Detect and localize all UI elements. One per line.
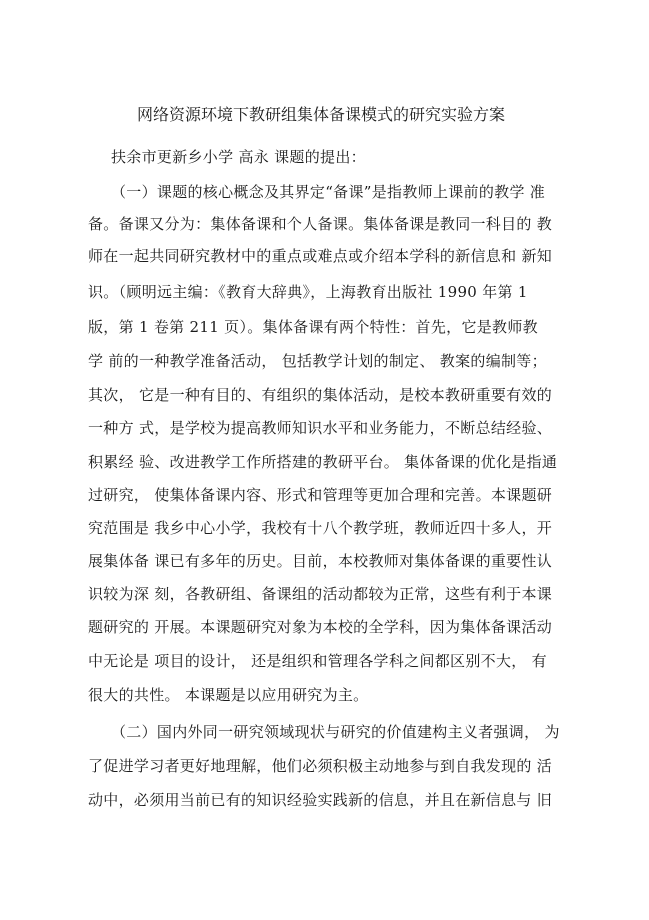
paragraph-line: 备。备课又分为：集体备课和个人备课。集体备课是教同一科目的 教 <box>88 215 553 233</box>
paragraph-line: 过研究， 使集体备课内容、形式和管理等更加合理和完善。本课题研 <box>88 486 553 504</box>
paragraph-line: 积累经 验、改进教学工作所搭建的教研平台。 集体备课的优化是指通 <box>88 453 558 471</box>
paragraph-line: 一种方 式，是学校为提高教师知识水平和业务能力，不断总结经验、 <box>88 419 553 437</box>
paragraph-line: 动中，必须用当前已有的知识经验实践新的信息，并且在新信息与 旧 <box>88 791 553 809</box>
paragraph-line: 展集体备 课已有多年的历史。目前，本校教师对集体备课的重要性认 <box>88 552 553 570</box>
paragraph-line: 识。（顾明远主编：《教育大辞典》，上海教育出版社 1990 年第 1 <box>88 283 528 301</box>
paragraph-line: 究范围是 我乡中心小学，我校有十八个教学班，教师近四十多人，开 <box>88 519 553 537</box>
paragraph-line: 了促进学习者更好地理解，他们必须积极主动地参与到自我发现的 活 <box>88 757 553 775</box>
paragraph-line: （一）课题的核心概念及其界定“备课”是指教师上课前的教学 准 <box>111 183 546 201</box>
document-title: 网络资源环境下教研组集体备课模式的研究实验方案 <box>137 105 506 124</box>
paragraph-line: 版，第 1 卷第 211 页）。集体备课有两个特性：首先，它是教师教 <box>88 318 538 336</box>
paragraph-line: 其次， 它是一种有目的、有组织的集体活动，是校本教研重要有效的 <box>88 386 553 404</box>
paragraph-line: 学 前的一种教学准备活动， 包括教学计划的制定、 教案的编制等； <box>88 352 547 370</box>
author-line: 扶余市更新乡小学 高永 课题的提出： <box>111 148 366 166</box>
paragraph-line: 中无论是 项目的设计， 还是组织和管理各学科之间都区别不大， 有 <box>88 652 547 670</box>
paragraph-line: 题研究的 开展。本课题研究对象为本校的全学科，因为集体备课活动 <box>88 618 553 636</box>
paragraph-line: （二）国内外同一研究领域现状与研究的价值建构主义者强调， 为 <box>111 723 560 741</box>
paragraph-line: 很大的共性。 本课题是以应用研究为主。 <box>88 686 369 704</box>
paragraph-line: 师在一起共同研究教材中的重点或难点或介绍本学科的新信息和 新知 <box>88 247 553 265</box>
paragraph-line: 识较为深 刻，各教研组、备课组的活动都较为正常，这些有利于本课 <box>88 585 553 603</box>
